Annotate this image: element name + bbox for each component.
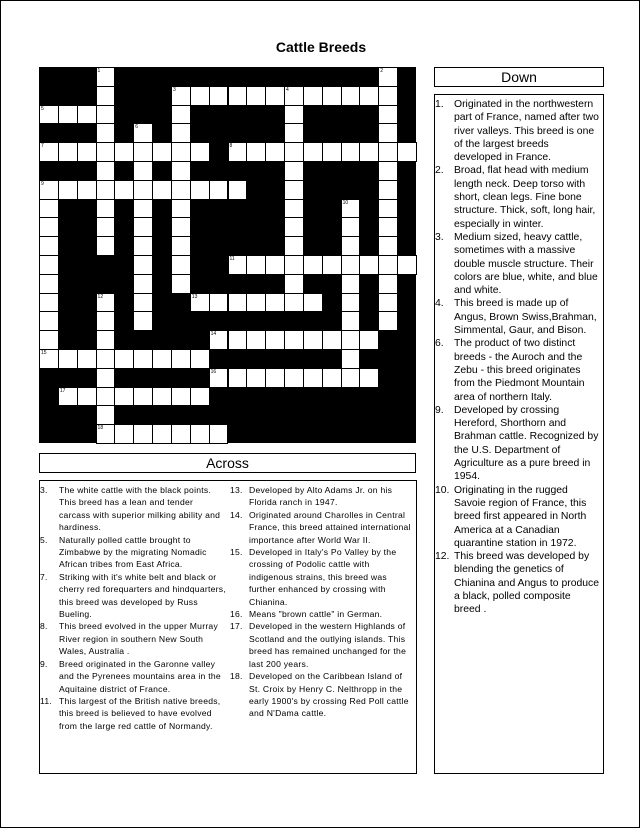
grid-cell[interactable] xyxy=(284,217,304,237)
grid-cell[interactable] xyxy=(133,161,153,181)
clue-number: 3. xyxy=(435,231,444,243)
grid-cell[interactable] xyxy=(96,236,116,256)
grid-cell[interactable] xyxy=(152,387,172,407)
grid-cell[interactable] xyxy=(96,311,116,331)
grid-cell[interactable] xyxy=(303,330,323,350)
grid-cell[interactable] xyxy=(378,86,398,106)
grid-cell[interactable] xyxy=(133,274,153,294)
grid-cell[interactable] xyxy=(96,199,116,219)
across-clue xyxy=(40,571,226,621)
grid-cell[interactable] xyxy=(96,86,116,106)
across-clue xyxy=(40,620,226,657)
grid-cell[interactable] xyxy=(378,274,398,294)
grid-cell[interactable] xyxy=(152,349,172,369)
grid-cell[interactable] xyxy=(284,274,304,294)
grid-cell[interactable] xyxy=(171,142,191,162)
grid-cell[interactable] xyxy=(209,86,229,106)
grid-cell[interactable] xyxy=(303,142,323,162)
clue-number-label: 10 xyxy=(342,199,349,206)
grid-cell[interactable] xyxy=(284,142,304,162)
clue-number: 8. xyxy=(40,621,48,632)
clue-number-label: 13 xyxy=(191,293,198,300)
grid-cell[interactable] xyxy=(171,387,191,407)
clue-number-label: 9 xyxy=(41,180,44,187)
grid-cell[interactable] xyxy=(322,255,342,275)
grid-cell[interactable] xyxy=(378,255,398,275)
grid-cell[interactable] xyxy=(190,387,210,407)
grid-cell[interactable] xyxy=(284,161,304,181)
grid-cell[interactable] xyxy=(171,424,191,444)
clue-text: Developed by crossing Hereford, Shorthorn and Brahman cattle. Recognized by the U.S. Department of Agriculture as a pure breed in 1954. xyxy=(454,404,599,483)
grid-cell[interactable] xyxy=(209,424,229,444)
grid-cell[interactable] xyxy=(39,105,59,125)
down-clue xyxy=(435,550,599,616)
grid-cell[interactable] xyxy=(114,142,134,162)
grid-cell[interactable] xyxy=(284,255,304,275)
grid-cell[interactable] xyxy=(114,387,134,407)
clue-number: 3. xyxy=(40,485,48,495)
grid-cell[interactable] xyxy=(114,180,134,200)
grid-cell[interactable] xyxy=(96,293,116,313)
grid-cell[interactable] xyxy=(39,199,59,219)
grid-cell[interactable] xyxy=(96,349,116,369)
grid-cell[interactable] xyxy=(246,86,266,106)
across-clue xyxy=(230,509,414,546)
clue-number-label: 4 xyxy=(286,86,289,93)
grid-cell[interactable] xyxy=(133,387,153,407)
grid-cell[interactable] xyxy=(228,293,248,313)
grid-cell[interactable] xyxy=(39,180,59,200)
grid-cell[interactable] xyxy=(341,236,361,256)
clue-number: 12. xyxy=(435,551,450,563)
grid-cell[interactable] xyxy=(341,293,361,313)
grid-cell[interactable] xyxy=(284,236,304,256)
clue-number: 17. xyxy=(230,621,243,632)
clue-number: 1. xyxy=(435,99,444,110)
grid-cell[interactable] xyxy=(58,142,78,162)
clue-number: 15. xyxy=(230,547,243,558)
grid-cell[interactable] xyxy=(341,311,361,331)
grid-cell[interactable] xyxy=(96,405,116,425)
grid-cell[interactable] xyxy=(359,142,379,162)
grid-cell[interactable] xyxy=(152,180,172,200)
grid-cell[interactable] xyxy=(228,255,248,275)
grid-cell[interactable] xyxy=(378,217,398,237)
clue-text: This breed is made up of Angus, Brown Swiss,Brahman, Simmental, Gaur, and Bison. xyxy=(454,298,597,337)
grid-cell[interactable] xyxy=(171,199,191,219)
grid-cell[interactable] xyxy=(171,274,191,294)
grid-cell[interactable] xyxy=(39,311,59,331)
down-clue xyxy=(435,297,599,337)
grid-cell[interactable] xyxy=(284,105,304,125)
grid-cell[interactable] xyxy=(58,349,78,369)
clue-number: 10. xyxy=(435,484,450,496)
grid-cell[interactable] xyxy=(265,293,285,313)
clue-number-label: 5 xyxy=(41,105,44,112)
clue-number-label: 18 xyxy=(97,425,104,432)
grid-cell[interactable] xyxy=(58,105,78,125)
down-clues-box xyxy=(434,94,604,774)
grid-cell[interactable] xyxy=(341,330,361,350)
grid-cell[interactable] xyxy=(228,142,248,162)
grid-cell[interactable] xyxy=(341,255,361,275)
grid-cell[interactable] xyxy=(284,199,304,219)
grid-cell[interactable] xyxy=(359,368,379,388)
across-clue xyxy=(230,620,414,670)
grid-cell[interactable] xyxy=(133,123,153,143)
across-clue xyxy=(230,670,414,720)
grid-cell[interactable] xyxy=(228,86,248,106)
grid-cell[interactable] xyxy=(303,368,323,388)
grid-cell[interactable] xyxy=(397,142,417,162)
grid-cell[interactable] xyxy=(171,161,191,181)
grid-cell[interactable] xyxy=(322,142,342,162)
across-header: Across xyxy=(39,453,416,473)
grid-cell[interactable] xyxy=(133,424,153,444)
grid-cell[interactable] xyxy=(322,330,342,350)
grid-cell[interactable] xyxy=(209,368,229,388)
grid-cell[interactable] xyxy=(359,255,379,275)
grid-cell[interactable] xyxy=(378,236,398,256)
grid-cell[interactable] xyxy=(322,86,342,106)
grid-cell[interactable] xyxy=(265,330,285,350)
grid-cell[interactable] xyxy=(284,86,304,106)
grid-cell[interactable] xyxy=(58,387,78,407)
clue-number: 4. xyxy=(435,298,444,310)
across-clue xyxy=(40,658,226,695)
clue-text: This breed was developed by blending the genetics of Chianina and Angus to produce a black, polled composite breed . xyxy=(454,551,600,616)
clue-number-label: 1 xyxy=(97,68,101,74)
clue-text: The white cattle with the black points. This breed has a lean and tender carcass with superior milking ability and hardiness. xyxy=(59,485,221,533)
grid-cell[interactable] xyxy=(246,368,266,388)
grid-cell[interactable] xyxy=(96,123,116,143)
clue-number: 11. xyxy=(40,695,53,706)
grid-cell[interactable] xyxy=(341,86,361,106)
down-clue xyxy=(435,231,599,297)
grid-cell[interactable] xyxy=(39,217,59,237)
grid-cell[interactable] xyxy=(228,368,248,388)
grid-cell[interactable] xyxy=(114,349,134,369)
clue-number-label: 17 xyxy=(59,387,66,394)
clue-text: Developed on the Caribbean Island of St. Croix by Henry C. Nelthropp in the early 1900's by crossing Red Poll cattle and N'Dama cattle. xyxy=(249,671,409,719)
grid-cell[interactable] xyxy=(96,142,116,162)
grid-cell[interactable] xyxy=(133,142,153,162)
grid-cell[interactable] xyxy=(190,86,210,106)
grid-cell[interactable] xyxy=(303,293,323,313)
clue-number-label: 12 xyxy=(97,293,104,300)
clue-number: 9. xyxy=(40,658,48,669)
grid-cell[interactable] xyxy=(96,217,116,237)
grid-cell[interactable] xyxy=(77,387,97,407)
clue-text: Medium sized, heavy cattle, sometimes with a massive double muscle structure. Their colors are blue, white, and blue and white. xyxy=(454,231,598,297)
grid-cell[interactable] xyxy=(378,293,398,313)
grid-cell[interactable] xyxy=(341,368,361,388)
clue-number: 7. xyxy=(40,571,48,582)
grid-cell[interactable] xyxy=(322,368,342,388)
across-clues-box xyxy=(39,480,417,774)
grid-cell[interactable] xyxy=(58,180,78,200)
grid-cell[interactable] xyxy=(171,123,191,143)
grid-cell[interactable] xyxy=(39,142,59,162)
grid-cell[interactable] xyxy=(190,142,210,162)
grid-cell[interactable] xyxy=(284,330,304,350)
across-clue xyxy=(40,484,226,534)
clue-number-label: 2 xyxy=(380,68,384,74)
down-clue xyxy=(435,337,599,403)
down-clue xyxy=(435,404,599,484)
grid-cell[interactable] xyxy=(96,105,116,125)
clue-text: Originating in the rugged Savoie region of France, this breed first appeared in North America at a Canadian quarantine station in 1972. xyxy=(454,484,587,549)
grid-cell[interactable] xyxy=(209,293,229,313)
grid-cell[interactable] xyxy=(171,236,191,256)
grid-cell[interactable] xyxy=(190,293,210,313)
grid-cell[interactable] xyxy=(341,217,361,237)
grid-cell[interactable] xyxy=(96,330,116,350)
across-column-right xyxy=(230,484,414,720)
grid-cell[interactable] xyxy=(171,105,191,125)
grid-cell[interactable] xyxy=(397,255,417,275)
down-clue xyxy=(435,484,599,550)
clue-number-label: 14 xyxy=(210,331,217,338)
grid-cell[interactable] xyxy=(77,142,97,162)
grid-cell[interactable] xyxy=(133,255,153,275)
grid-cell[interactable] xyxy=(39,330,59,350)
grid-cell[interactable] xyxy=(171,255,191,275)
clue-text: Naturally polled cattle brought to Zimbabwe by the migrating Nomadic African tribes from East Africa. xyxy=(59,534,207,570)
clue-text: Developed in the western Highlands of Scotland and the outlying islands. This breed has remained unchanged for the last 200 years. xyxy=(249,621,407,669)
grid-cell[interactable] xyxy=(96,180,116,200)
grid-cell[interactable] xyxy=(77,349,97,369)
clue-text: Developed by Alto Adams Jr. on his Florida ranch in 1947. xyxy=(249,485,393,508)
clue-number: 14. xyxy=(230,509,243,520)
clue-number-label: 8 xyxy=(229,143,233,150)
grid-cell[interactable] xyxy=(133,293,153,313)
grid-cell[interactable] xyxy=(378,180,398,200)
grid-cell[interactable] xyxy=(209,330,229,350)
grid-cell[interactable] xyxy=(171,349,191,369)
grid-cell[interactable] xyxy=(341,349,361,369)
clue-number-label: 11 xyxy=(229,256,235,262)
clue-number: 9. xyxy=(435,404,444,416)
grid-cell[interactable] xyxy=(133,217,153,237)
clue-text: Means "brown cattle" in German. xyxy=(249,609,383,620)
grid-cell[interactable] xyxy=(152,142,172,162)
grid-cell[interactable] xyxy=(378,142,398,162)
clue-number: 5. xyxy=(40,534,48,545)
across-clue xyxy=(230,608,414,620)
grid-cell[interactable] xyxy=(341,199,361,219)
clue-number: 2. xyxy=(435,165,444,177)
grid-cell[interactable] xyxy=(171,217,191,237)
grid-cell[interactable] xyxy=(378,199,398,219)
across-clue xyxy=(230,546,414,608)
grid-cell[interactable] xyxy=(284,293,304,313)
grid-cell[interactable] xyxy=(190,424,210,444)
grid-cell[interactable] xyxy=(133,236,153,256)
grid-cell[interactable] xyxy=(378,311,398,331)
grid-cell[interactable] xyxy=(39,293,59,313)
grid-cell[interactable] xyxy=(133,349,153,369)
clue-text: Originated around Charolles in Central France, this breed attained international importance after World War II. xyxy=(249,509,411,545)
grid-cell[interactable] xyxy=(341,274,361,294)
clue-text: Developed in Italy's Po Valley by the crossing of Podolic cattle with indigenous strains, this breed was further enhanced by crossing with Chianina. xyxy=(249,547,397,607)
clue-number-label: 15 xyxy=(41,350,47,356)
grid-cell[interactable] xyxy=(190,180,210,200)
grid-cell[interactable] xyxy=(284,368,304,388)
clue-text: Striking with it's white belt and black or cherry red forequarters and hindquarters, this breed was developed by Russ Bueling. xyxy=(59,571,226,620)
grid-cell[interactable] xyxy=(378,123,398,143)
grid-cell[interactable] xyxy=(265,86,285,106)
grid-cell[interactable] xyxy=(96,161,116,181)
grid-cell[interactable] xyxy=(246,142,266,162)
grid-cell[interactable] xyxy=(39,274,59,294)
grid-cell[interactable] xyxy=(303,86,323,106)
grid-cell[interactable] xyxy=(341,142,361,162)
down-clue xyxy=(435,164,599,230)
grid-cell[interactable] xyxy=(378,105,398,125)
grid-cell[interactable] xyxy=(265,368,285,388)
grid-cell[interactable] xyxy=(96,67,116,87)
grid-cell[interactable] xyxy=(378,67,398,87)
clue-number-label: 7 xyxy=(41,143,44,150)
crossword-grid xyxy=(39,67,416,443)
across-clue xyxy=(40,695,226,732)
grid-cell[interactable] xyxy=(265,142,285,162)
grid-cell[interactable] xyxy=(77,180,97,200)
grid-cell[interactable] xyxy=(284,180,304,200)
grid-cell[interactable] xyxy=(77,105,97,125)
grid-cell[interactable] xyxy=(359,86,379,106)
grid-cell[interactable] xyxy=(190,349,210,369)
across-column-left xyxy=(40,484,226,732)
clue-text: Broad, flat head with medium length neck. Deep torso with short, clean legs. Fine bone structure. Thick, soft, long hair, especially in winter. xyxy=(454,165,596,230)
grid-cell[interactable] xyxy=(96,424,116,444)
down-header: Down xyxy=(434,67,604,87)
clue-text: This breed evolved in the upper Murray River region in southern New South Wales, Australia . xyxy=(59,621,219,657)
clue-text: Breed originated in the Garonne valley and the Pyrenees mountains area in the Aquitaine district of France. xyxy=(59,658,221,694)
clue-text: This largest of the British native breeds, this breed is believed to have evolved from the large red cattle of Normandy. xyxy=(59,695,221,731)
grid-cell[interactable] xyxy=(96,368,116,388)
grid-cell[interactable] xyxy=(246,255,266,275)
grid-cell[interactable] xyxy=(246,293,266,313)
grid-cell[interactable] xyxy=(209,180,229,200)
clue-text: Originated in the northwestern part of France, named after two river valleys. This breed is one of the largest breeds developed in France. xyxy=(454,99,599,164)
page-title: Cattle Breeds xyxy=(275,39,367,55)
clue-number-label: 3 xyxy=(172,86,176,93)
grid-cell[interactable] xyxy=(284,123,304,143)
grid-cell[interactable] xyxy=(39,255,59,275)
grid-cell[interactable] xyxy=(228,180,248,200)
grid-cell[interactable] xyxy=(114,424,134,444)
grid-cell[interactable] xyxy=(265,255,285,275)
grid-cell[interactable] xyxy=(133,199,153,219)
grid-cell[interactable] xyxy=(96,387,116,407)
clue-number-label: 6 xyxy=(135,124,139,131)
clue-number: 18. xyxy=(230,671,243,682)
grid-cell[interactable] xyxy=(171,180,191,200)
clue-text: The product of two distinct breeds - the Auroch and the Zebu - this breed originates from the Piedmont Mountain area of northern Italy. xyxy=(454,338,585,403)
grid-cell[interactable] xyxy=(152,424,172,444)
grid-cell[interactable] xyxy=(359,330,379,350)
across-clue xyxy=(40,534,226,571)
clue-number: 16. xyxy=(230,609,243,620)
across-clue xyxy=(230,484,414,509)
grid-cell[interactable] xyxy=(133,311,153,331)
grid-cell[interactable] xyxy=(39,236,59,256)
grid-cell[interactable] xyxy=(171,86,191,106)
grid-cell[interactable] xyxy=(228,330,248,350)
grid-cell[interactable] xyxy=(303,255,323,275)
grid-cell[interactable] xyxy=(378,161,398,181)
clue-number-label: 16 xyxy=(210,368,217,375)
grid-cell[interactable] xyxy=(39,349,59,369)
down-clue xyxy=(435,98,599,164)
clue-number: 13. xyxy=(230,485,243,495)
clue-number: 6. xyxy=(435,338,444,350)
grid-cell[interactable] xyxy=(133,180,153,200)
grid-cell[interactable] xyxy=(246,330,266,350)
